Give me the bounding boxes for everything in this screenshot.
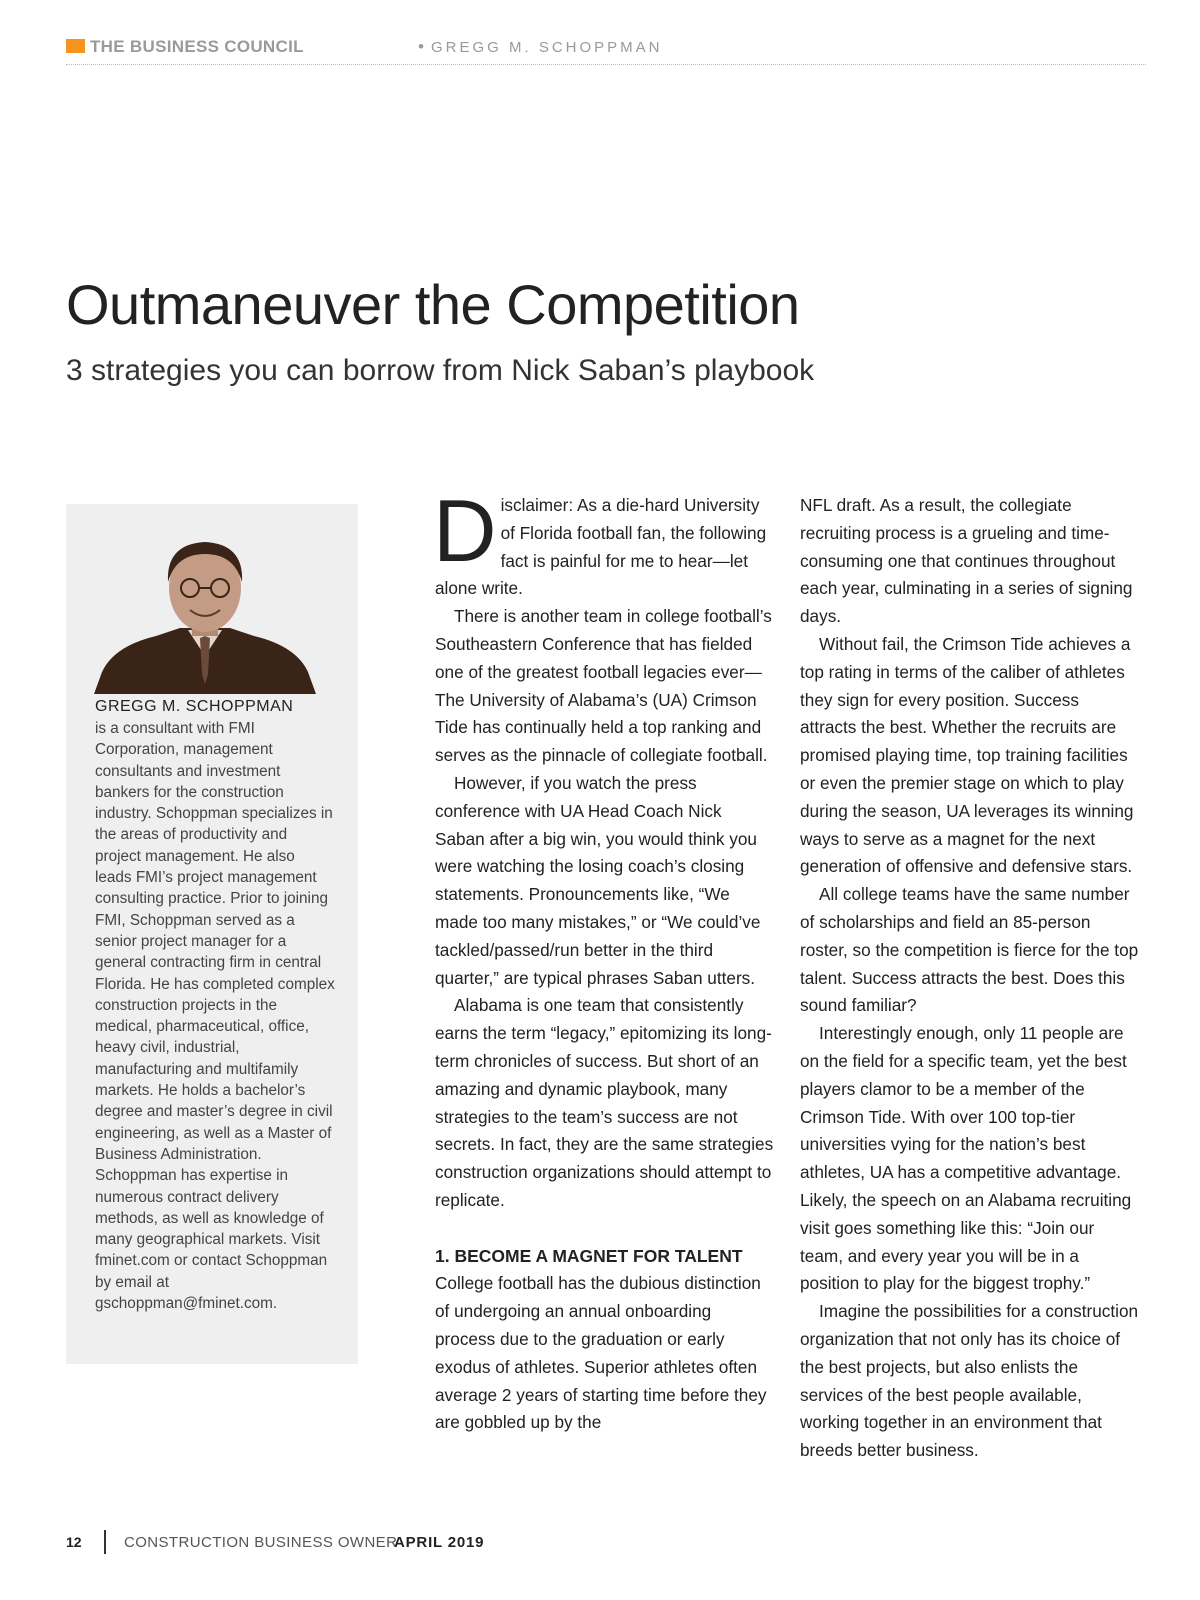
paragraph: All college teams have the same number of scholarships and field an 85-person roster, so the competition is fierce for the top talent. Success attracts the best. Does this sound familiar? [800, 884, 1139, 1016]
header-author: GREGG M. SCHOPPMAN [431, 39, 663, 56]
page-header [66, 36, 1146, 65]
page-number: 12 [66, 1534, 82, 1550]
paragraph: College football has the dubious distinction of undergoing an annual onboarding process due to the graduation or early exodus of athletes. Superior athletes often average 2 years of starting time before they are gobbled up by the [435, 1273, 767, 1433]
paragraph: Imagine the possibilities for a construction organization that not only has its choice of the best projects, but also enlists the services of the best people available, working together in an environment that breeds better business. [800, 1301, 1139, 1461]
author-bio-sidebar [66, 504, 358, 1364]
bio-name: GREGG M. SCHOPPMAN [95, 698, 294, 715]
paragraph: However, if you watch the press conference with UA Head Coach Nick Saban after a big win, you would think you were watching the losing coach’s closing statements. Pronouncements like, “We made too many mistakes,” or “We could’ve tackled/passed/run better in the third quarter,” are typical phrases Saban utters. [435, 772, 761, 988]
body-column-2 [800, 492, 1140, 1465]
footer-divider [104, 1530, 106, 1554]
bio-text: is a consultant with FMI Corporation, management consultants and investment bankers for the construction industry. Schoppman specializes in the areas of productivity and project management. He also leads FMI’s project management consulting practice. Prior to joining FMI, Schoppman served as a senior project manager for a general contracting firm in central Florida. He has completed complex construction projects in the medical, pharmaceutical, office, heavy civil, industrial, manufacturing and multifamily markets. He holds a bachelor’s degree and master’s degree in civil engineering, as well as a Master of Business Administration. Schoppman has expertise in numerous contract delivery methods, as well as knowledge of many geographical markets. Visit fminet.com or contact Schoppman by email at gschoppman@fminet.com. [95, 720, 335, 1313]
paragraph: There is another team in college football’s Southeastern Conference that has fielded one of the greatest football legacies ever—The University of Alabama’s (UA) Crimson Tide has continually held a top ranking and serves as the pinnacle of collegiate football. [435, 606, 772, 766]
paragraph [433, 481, 775, 603]
author-portrait [94, 524, 316, 694]
paragraph: NFL draft. As a result, the collegiate recruiting process is a grueling and time-consuming one that continues throughout each year, culminating in a series of signing days. [800, 495, 1133, 627]
section-heading: 1. BECOME A MAGNET FOR TALENT [435, 1245, 743, 1266]
drop-cap: D [433, 481, 497, 580]
article-title: Outmaneuver the Competition [66, 273, 800, 336]
paragraph-text: isclaimer: As a die-hard University of Florida football fan, the following fact is painful for me to hear—let alone write. [435, 495, 767, 599]
paragraph: Interestingly enough, only 11 people are on the field for a specific team, yet the best players clamor to be a member of the Crimson Tide. With over 100 top-tier universities vying for the nation’s best athletes, UA has a competitive advantage. Likely, the speech on an Alabama recruiting visit goes something like this: “Join our team, and every year you will be in a position to play for the biggest trophy.” [800, 1023, 1132, 1294]
header-separator: • [418, 37, 424, 56]
body-column-1 [433, 481, 775, 1437]
issue-date: APRIL 2019 [394, 1534, 485, 1551]
paragraph: Without fail, the Crimson Tide achieves a top rating in terms of the caliber of athletes they sign for every position. Success attracts the best. Whether the recruits are promised playing time, top training facilities or even the premier stage on which to play during the season, UA leverages its winning ways to serve as a magnet for the next generation of offensive and defensive stars. [800, 633, 1134, 877]
section-marker-square [66, 39, 85, 53]
article-subtitle: 3 strategies you can borrow from Nick Saban’s playbook [66, 354, 815, 387]
paragraph: Alabama is one team that consistently earns the term “legacy,” epitomizing its long-term chronicles of success. But short of an amazing and dynamic playbook, many strategies to the team’s success are not secrets. In fact, they are the same strategies construction organizations should attempt to replicate. [435, 995, 774, 1210]
section-label: THE BUSINESS COUNCIL [90, 37, 304, 56]
publication-name: CONSTRUCTION BUSINESS OWNER [124, 1534, 398, 1551]
